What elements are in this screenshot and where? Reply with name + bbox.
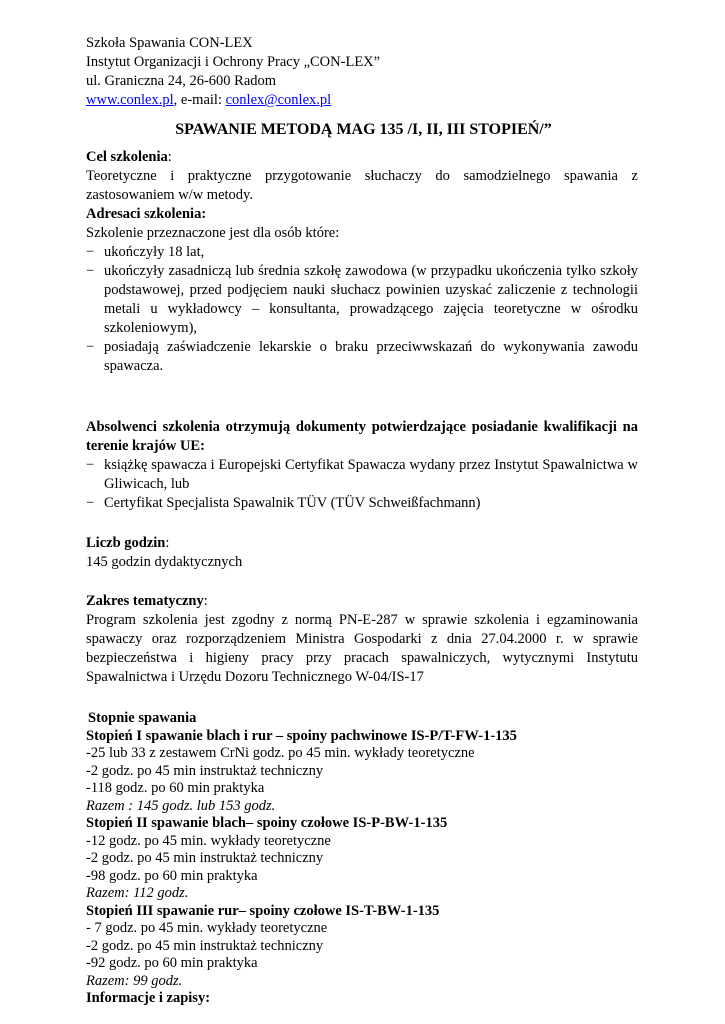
scope-heading: Zakres tematyczny (86, 593, 204, 609)
stage-2-title: Stopień II spawanie blach– spoiny czołowe IS-P-BW-1-135 (86, 815, 448, 831)
goal-section (86, 148, 638, 376)
graduates-item: − książkę spawacza i Europejski Certyfikat Spawacza wydany przez Instytut Spawalnictwa w Gliwicach, lub (86, 457, 638, 492)
graduates-item: − Certyfikat Specjalista Spawalnik TÜV (TÜV Schweißfachmann) (86, 495, 481, 511)
stages-section (86, 710, 638, 1008)
graduates-heading: Absolwenci szkolenia otrzymują dokumenty potwierdzające posiadanie kwalifikacji na terenie krajów UE: (86, 419, 638, 454)
stage-2-line: -2 godz. po 45 min instruktaż techniczny (86, 850, 324, 866)
audience-item: − posiadają zaświadczenie lekarskie o braku przeciwwskazań do wykonywania zawodu spawacza. (86, 339, 638, 374)
scope-section: Zakres tematyczny: Program szkolenia jest zgodny z normą PN-E-287 w sprawie szkolenia i egzaminowania spawaczy oraz rozporządzeniem Ministra Gospodarki z dnia 27.04.2000 r. w sprawie bezpieczeństwa i higieny pracy przy pracach spawalniczych, wytycznymi Instytutu Spawalnictwa i Urzędu Dozoru Technicznego W-04/IS-17 (86, 593, 638, 685)
audience-item: − ukończyły 18 lat, (86, 244, 205, 260)
contact-line (86, 91, 380, 110)
graduates-section (86, 418, 638, 513)
stage-3-line: -92 godz. po 60 min praktyka (86, 955, 258, 971)
audience-item: − ukończyły zasadniczą lub średnia szkołę zawodowa (w przypadku ukończenia tylko szkoły podstawowej, przed podjęciem nauki słuchacz powinien uzyskać zaliczenie z technologii metali u wykładowcy – konsultanta, prowadzącego zajęcia teoretyczne w ośrodku szkoleniowym), (86, 263, 638, 336)
school-name: Szkoła Spawania CON-LEX (86, 35, 253, 51)
goal-colon: : (167, 149, 172, 165)
stage-2-line: -98 godz. po 60 min praktyka (86, 867, 258, 884)
school-header (86, 34, 380, 110)
institute-name: Instytut Organizacji i Ochrony Pracy „CON-LEX” (86, 54, 381, 70)
stage-3-line: -2 godz. po 45 min instruktaż techniczny (86, 937, 324, 954)
dash-bullet: − (86, 263, 95, 279)
goal-heading: Cel szkolenia (86, 149, 168, 165)
stages-heading: Stopnie spawania (88, 710, 197, 726)
stage-1-title: Stopień I spawanie blach i rur – spoiny pachwinowe IS-P/T-FW-1-135 (86, 727, 517, 744)
school-address: ul. Graniczna 24, 26-600 Radom (86, 73, 277, 89)
stage-3-title: Stopień III spawanie rur– spoiny czołowe IS-T-BW-1-135 (86, 902, 440, 919)
email-label: , e-mail: (173, 92, 226, 108)
stage-1-line: -2 godz. po 45 min instruktaż techniczny (86, 762, 324, 779)
website-link[interactable]: www.conlex.pl (86, 92, 174, 108)
dash-bullet: − (86, 457, 95, 473)
dash-bullet: − (86, 495, 95, 511)
audience-intro: Szkolenie przeznaczone jest dla osób które: (86, 225, 340, 241)
goal-text: Teoretyczne i praktyczne przygotowanie słuchaczy do samodzielnego spawania z zastosowaniem w/w metody. (86, 168, 638, 203)
scope-text: Program szkolenia jest zgodny z normą PN-E-287 w sprawie szkolenia i egzaminowania spawaczy oraz rozporządzeniem Ministra Gospodarki z dnia 27.04.2000 r. w sprawie bezpieczeństwa i higieny pracy przy pracach spawalniczych, wytycznymi Instytutu Spawalnictwa i Urzędu Dozoru Technicznego W-04/IS-17 (86, 612, 638, 685)
stage-3-total: Razem: 99 godz. (86, 972, 183, 989)
audience-heading: Adresaci szkolenia: (86, 206, 207, 222)
email-link[interactable]: conlex@conlex.pl (225, 92, 332, 108)
hours-heading: Liczb godzin (86, 535, 166, 551)
stage-3-line: - 7 godz. po 45 min. wykłady teoretyczne (86, 920, 328, 936)
hours-text: 145 godzin dydaktycznych (86, 554, 243, 570)
course-title: SPAWANIE METODĄ MAG 135 /I, II, III STOPIEŃ/” (175, 121, 552, 138)
dash-bullet: − (86, 339, 95, 355)
dash-bullet: − (86, 244, 95, 260)
info-heading: Informacje i zapisy: (86, 990, 211, 1006)
stage-1-total: Razem : 145 godz. lub 153 godz. (86, 797, 276, 814)
stage-1-line: -25 lub 33 z zestawem CrNi godz. po 45 min. wykłady teoretyczne (86, 745, 475, 761)
stage-2-total: Razem: 112 godz. (86, 885, 189, 901)
stage-2-line: -12 godz. po 45 min. wykłady teoretyczne (86, 832, 331, 849)
stage-1-line: -118 godz. po 60 min praktyka (86, 780, 265, 796)
hours-section: Liczb godzin: 145 godzin dydaktycznych (86, 534, 638, 572)
